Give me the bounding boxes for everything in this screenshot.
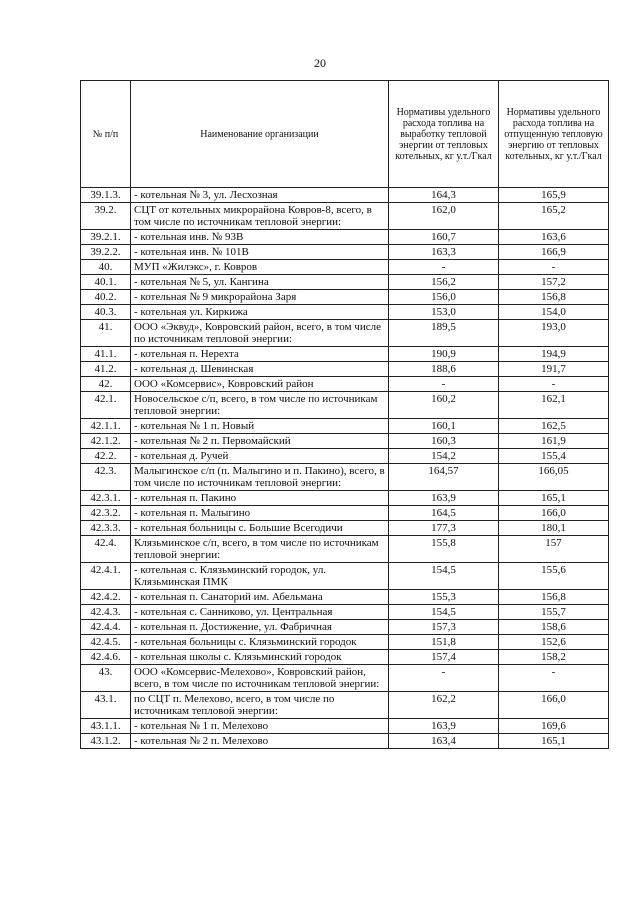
row-generation-norm: 164,5	[389, 506, 499, 521]
row-number: 42.3.1.	[81, 491, 131, 506]
row-number: 43.	[81, 665, 131, 692]
row-number: 42.4.6.	[81, 650, 131, 665]
row-number: 42.1.2.	[81, 434, 131, 449]
row-generation-norm: 190,9	[389, 347, 499, 362]
row-generation-norm: 160,3	[389, 434, 499, 449]
row-generation-norm: 164,3	[389, 188, 499, 203]
row-generation-norm: -	[389, 260, 499, 275]
row-generation-norm: 156,0	[389, 290, 499, 305]
row-supply-norm: -	[499, 377, 609, 392]
row-generation-norm: 163,9	[389, 491, 499, 506]
row-number: 39.2.1.	[81, 230, 131, 245]
table-row	[81, 245, 609, 260]
row-supply-norm: 180,1	[499, 521, 609, 536]
table-row	[81, 230, 609, 245]
table-row	[81, 590, 609, 605]
row-supply-norm: 158,2	[499, 650, 609, 665]
row-generation-norm: 163,9	[389, 719, 499, 734]
row-number: 40.2.	[81, 290, 131, 305]
row-supply-norm: 156,8	[499, 290, 609, 305]
table-row	[81, 320, 609, 347]
row-supply-norm: 163,6	[499, 230, 609, 245]
row-supply-norm: 154,0	[499, 305, 609, 320]
table-row	[81, 536, 609, 563]
table-row	[81, 665, 609, 692]
row-number: 42.4.	[81, 536, 131, 563]
row-number: 41.	[81, 320, 131, 347]
row-supply-norm: 166,9	[499, 245, 609, 260]
row-organization: - котельная с. Санниково, ул. Центральная	[131, 605, 389, 620]
row-generation-norm: 154,2	[389, 449, 499, 464]
row-organization: СЦТ от котельных микрорайона Ковров-8, всего, в том числе по источникам тепловой энергии:	[131, 203, 389, 230]
row-organization: - котельная № 1 п. Мелехово	[131, 719, 389, 734]
row-organization: - котельная ул. Киркижа	[131, 305, 389, 320]
row-number: 42.1.	[81, 392, 131, 419]
row-generation-norm: 189,5	[389, 320, 499, 347]
row-organization: Малыгинское с/п (п. Малыгино и п. Пакино), всего, в том числе по источникам тепловой энергии:	[131, 464, 389, 491]
row-generation-norm: 151,8	[389, 635, 499, 650]
row-number: 39.1.3.	[81, 188, 131, 203]
table-row	[81, 521, 609, 536]
fuel-norms-table	[80, 80, 609, 749]
row-supply-norm: 169,6	[499, 719, 609, 734]
row-organization: - котельная инв. № 93В	[131, 230, 389, 245]
row-generation-norm: 188,6	[389, 362, 499, 377]
row-number: 43.1.1.	[81, 719, 131, 734]
row-supply-norm: 161,9	[499, 434, 609, 449]
row-number: 41.1.	[81, 347, 131, 362]
row-number: 40.	[81, 260, 131, 275]
row-organization: - котельная д. Шевинская	[131, 362, 389, 377]
row-supply-norm: 156,8	[499, 590, 609, 605]
row-supply-norm: 194,9	[499, 347, 609, 362]
row-organization: - котельная п. Санаторий им. Абельмана	[131, 590, 389, 605]
table-row	[81, 650, 609, 665]
table-row	[81, 290, 609, 305]
row-supply-norm: 162,1	[499, 392, 609, 419]
row-generation-norm: 154,5	[389, 563, 499, 590]
table-row	[81, 620, 609, 635]
row-generation-norm: -	[389, 665, 499, 692]
row-number: 42.1.1.	[81, 419, 131, 434]
table-row	[81, 188, 609, 203]
row-organization: Клязьминское с/п, всего, в том числе по источникам тепловой энергии:	[131, 536, 389, 563]
row-generation-norm: 162,0	[389, 203, 499, 230]
row-supply-norm: 155,7	[499, 605, 609, 620]
row-number: 43.1.2.	[81, 734, 131, 749]
row-generation-norm: -	[389, 377, 499, 392]
row-number: 39.2.	[81, 203, 131, 230]
row-generation-norm: 160,1	[389, 419, 499, 434]
table-row	[81, 734, 609, 749]
row-number: 42.3.	[81, 464, 131, 491]
row-generation-norm: 160,7	[389, 230, 499, 245]
table-row	[81, 392, 609, 419]
table-row	[81, 419, 609, 434]
row-organization: - котельная больницы с. Клязьминский городок	[131, 635, 389, 650]
row-generation-norm: 163,3	[389, 245, 499, 260]
row-organization: - котельная № 5, ул. Кангина	[131, 275, 389, 290]
table-header-row	[81, 81, 609, 188]
table-row	[81, 506, 609, 521]
table-row	[81, 692, 609, 719]
row-number: 42.	[81, 377, 131, 392]
header-generation-norm: Нормативы удельного расхода топлива на выработку тепловой энергии от тепловых котельных, кг у.т./Гкал	[389, 81, 499, 188]
row-organization: - котельная № 2 п. Мелехово	[131, 734, 389, 749]
row-number: 42.4.3.	[81, 605, 131, 620]
row-generation-norm: 163,4	[389, 734, 499, 749]
table-row	[81, 464, 609, 491]
row-organization: по СЦТ п. Мелехово, всего, в том числе по источникам тепловой энергии:	[131, 692, 389, 719]
row-supply-norm: 155,4	[499, 449, 609, 464]
row-number: 42.3.2.	[81, 506, 131, 521]
row-number: 41.2.	[81, 362, 131, 377]
row-supply-norm: 166,0	[499, 692, 609, 719]
row-supply-norm: 165,2	[499, 203, 609, 230]
row-organization: ООО «Комсервис-Мелехово», Ковровский район, всего, в том числе по источникам тепловой энергии:	[131, 665, 389, 692]
row-generation-norm: 157,3	[389, 620, 499, 635]
row-generation-norm: 155,8	[389, 536, 499, 563]
row-generation-norm: 156,2	[389, 275, 499, 290]
row-generation-norm: 153,0	[389, 305, 499, 320]
table-body	[81, 188, 609, 749]
row-generation-norm: 162,2	[389, 692, 499, 719]
table-row	[81, 362, 609, 377]
row-organization: ООО «Комсервис», Ковровский район	[131, 377, 389, 392]
row-supply-norm: 155,6	[499, 563, 609, 590]
header-number: № п/п	[81, 81, 131, 188]
row-organization: - котельная п. Малыгино	[131, 506, 389, 521]
table-row	[81, 719, 609, 734]
row-organization: - котельная № 9 микрорайона Заря	[131, 290, 389, 305]
row-supply-norm: 158,6	[499, 620, 609, 635]
table-row	[81, 434, 609, 449]
row-organization: - котельная д. Ручей	[131, 449, 389, 464]
row-generation-norm: 177,3	[389, 521, 499, 536]
row-organization: - котельная № 3, ул. Лесхозная	[131, 188, 389, 203]
row-supply-norm: 166,05	[499, 464, 609, 491]
row-supply-norm: -	[499, 260, 609, 275]
row-organization: - котельная п. Нерехта	[131, 347, 389, 362]
row-number: 42.4.4.	[81, 620, 131, 635]
row-generation-norm: 164,57	[389, 464, 499, 491]
row-organization: ООО «Эквуд», Ковровский район, всего, в том числе по источникам тепловой энергии:	[131, 320, 389, 347]
table-row	[81, 305, 609, 320]
row-organization: - котельная п. Достижение, ул. Фабричная	[131, 620, 389, 635]
row-organization: - котельная инв. № 101В	[131, 245, 389, 260]
table-row	[81, 260, 609, 275]
table-row	[81, 605, 609, 620]
row-supply-norm: 162,5	[499, 419, 609, 434]
row-generation-norm: 155,3	[389, 590, 499, 605]
row-organization: - котельная п. Пакино	[131, 491, 389, 506]
row-organization: МУП «Жилэкс», г. Ковров	[131, 260, 389, 275]
row-supply-norm: 191,7	[499, 362, 609, 377]
table-row	[81, 347, 609, 362]
row-number: 39.2.2.	[81, 245, 131, 260]
row-number: 42.2.	[81, 449, 131, 464]
header-organization: Наименование организации	[131, 81, 389, 188]
row-organization: - котельная с. Клязьминский городок, ул. Клязьминская ПМК	[131, 563, 389, 590]
row-supply-norm: 152,6	[499, 635, 609, 650]
table-row	[81, 377, 609, 392]
row-supply-norm: 157	[499, 536, 609, 563]
row-organization: - котельная больницы с. Большие Всегодичи	[131, 521, 389, 536]
row-organization: Новосельское с/п, всего, в том числе по источникам тепловой энергии:	[131, 392, 389, 419]
table-row	[81, 275, 609, 290]
table-row	[81, 563, 609, 590]
row-number: 43.1.	[81, 692, 131, 719]
row-supply-norm: -	[499, 665, 609, 692]
row-supply-norm: 165,1	[499, 734, 609, 749]
row-number: 40.3.	[81, 305, 131, 320]
table-row	[81, 635, 609, 650]
row-organization: - котельная № 1 п. Новый	[131, 419, 389, 434]
row-generation-norm: 157,4	[389, 650, 499, 665]
table-row	[81, 203, 609, 230]
table-row	[81, 449, 609, 464]
row-supply-norm: 165,9	[499, 188, 609, 203]
row-number: 42.3.3.	[81, 521, 131, 536]
row-supply-norm: 157,2	[499, 275, 609, 290]
row-organization: - котельная № 2 п. Первомайский	[131, 434, 389, 449]
row-supply-norm: 193,0	[499, 320, 609, 347]
row-supply-norm: 166,0	[499, 506, 609, 521]
row-supply-norm: 165,1	[499, 491, 609, 506]
page-number: 20	[314, 56, 326, 70]
row-number: 42.4.5.	[81, 635, 131, 650]
row-number: 40.1.	[81, 275, 131, 290]
row-generation-norm: 160,2	[389, 392, 499, 419]
row-generation-norm: 154,5	[389, 605, 499, 620]
row-number: 42.4.1.	[81, 563, 131, 590]
table-row	[81, 491, 609, 506]
row-organization: - котельная школы с. Клязьминский городок	[131, 650, 389, 665]
row-number: 42.4.2.	[81, 590, 131, 605]
header-supply-norm: Нормативы удельного расхода топлива на отпущенную тепловую энергию от тепловых котельных, кг у.т./Гкал	[499, 81, 609, 188]
